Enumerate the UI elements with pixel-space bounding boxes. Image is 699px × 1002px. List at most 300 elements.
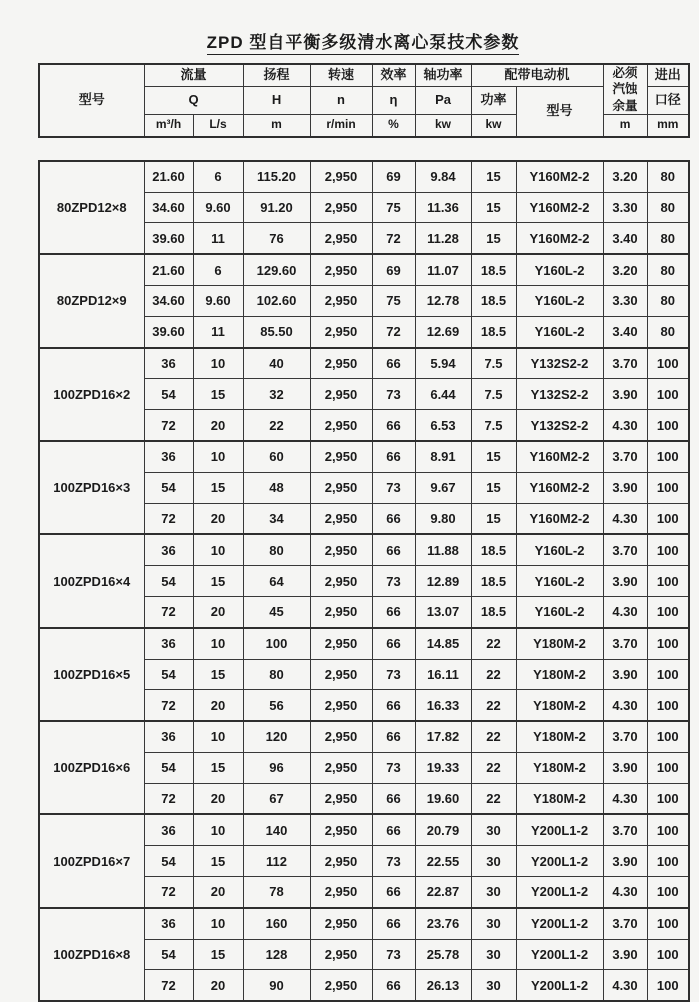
cell-port-dia-mm: 100 (647, 441, 689, 472)
cell-flow-m3h: 54 (144, 752, 193, 783)
cell-motor-model: Y180M-2 (516, 752, 603, 783)
cell-motor-model: Y200L1-2 (516, 814, 603, 845)
cell-speed-rpm: 2,950 (310, 877, 372, 908)
cell-motor-model: Y160L-2 (516, 316, 603, 347)
cell-flow-ls: 11 (193, 316, 243, 347)
spec-table-body (38, 160, 690, 1002)
pump-group (39, 534, 689, 627)
cell-port-dia-mm: 80 (647, 316, 689, 347)
cell-motor-model: Y160L-2 (516, 285, 603, 316)
header-speed-symbol: n (310, 87, 372, 115)
cell-flow-ls: 20 (193, 970, 243, 1001)
cell-motor-power-kw: 15 (471, 161, 516, 192)
header-unit-percent: % (372, 114, 415, 137)
cell-flow-m3h: 54 (144, 472, 193, 503)
header-ports-line2: 口径 (647, 87, 689, 115)
cell-npsh-m: 4.30 (603, 877, 647, 908)
cell-npsh-m: 3.40 (603, 223, 647, 254)
cell-npsh-m: 3.70 (603, 908, 647, 939)
cell-efficiency-pct: 72 (372, 223, 415, 254)
cell-flow-ls: 9.60 (193, 192, 243, 223)
cell-flow-m3h: 36 (144, 441, 193, 472)
cell-motor-power-kw: 30 (471, 877, 516, 908)
header-motor: 配带电动机 (471, 64, 603, 87)
cell-npsh-m: 4.30 (603, 783, 647, 814)
cell-flow-m3h: 72 (144, 877, 193, 908)
cell-head-m: 96 (243, 752, 310, 783)
cell-head-m: 22 (243, 410, 310, 441)
cell-npsh-m: 3.70 (603, 721, 647, 752)
cell-flow-m3h: 36 (144, 814, 193, 845)
cell-speed-rpm: 2,950 (310, 503, 372, 534)
pump-model: 100ZPD16×4 (39, 534, 144, 627)
cell-npsh-m: 3.70 (603, 534, 647, 565)
cell-npsh-m: 3.90 (603, 846, 647, 877)
cell-speed-rpm: 2,950 (310, 254, 372, 285)
cell-motor-model: Y160L-2 (516, 254, 603, 285)
header-ports-line1: 进出 (647, 64, 689, 87)
cell-port-dia-mm: 100 (647, 783, 689, 814)
cell-flow-m3h: 54 (144, 939, 193, 970)
cell-flow-m3h: 36 (144, 908, 193, 939)
cell-speed-rpm: 2,950 (310, 223, 372, 254)
cell-speed-rpm: 2,950 (310, 846, 372, 877)
cell-head-m: 85.50 (243, 316, 310, 347)
header-flow-symbol: Q (144, 87, 243, 115)
cell-port-dia-mm: 100 (647, 721, 689, 752)
cell-head-m: 32 (243, 379, 310, 410)
cell-motor-model: Y132S2-2 (516, 348, 603, 379)
table-row (39, 161, 689, 192)
cell-port-dia-mm: 100 (647, 970, 689, 1001)
cell-npsh-m: 3.90 (603, 566, 647, 597)
cell-head-m: 91.20 (243, 192, 310, 223)
cell-shaft-power-kw: 25.78 (415, 939, 471, 970)
cell-flow-ls: 15 (193, 472, 243, 503)
cell-flow-ls: 15 (193, 566, 243, 597)
cell-efficiency-pct: 75 (372, 192, 415, 223)
cell-head-m: 80 (243, 534, 310, 565)
cell-efficiency-pct: 73 (372, 472, 415, 503)
cell-motor-power-kw: 15 (471, 223, 516, 254)
header-head: 扬程 (243, 64, 310, 87)
pump-group (39, 628, 689, 721)
cell-port-dia-mm: 100 (647, 472, 689, 503)
cell-port-dia-mm: 100 (647, 596, 689, 627)
cell-flow-ls: 9.60 (193, 285, 243, 316)
header-unit-m: m (243, 114, 310, 137)
cell-npsh-m: 3.70 (603, 441, 647, 472)
cell-flow-ls: 10 (193, 534, 243, 565)
cell-flow-ls: 15 (193, 659, 243, 690)
cell-efficiency-pct: 66 (372, 503, 415, 534)
cell-port-dia-mm: 100 (647, 628, 689, 659)
cell-flow-m3h: 72 (144, 503, 193, 534)
pump-model: 80ZPD12×8 (39, 161, 144, 254)
cell-flow-m3h: 72 (144, 970, 193, 1001)
cell-head-m: 112 (243, 846, 310, 877)
cell-efficiency-pct: 66 (372, 348, 415, 379)
cell-motor-model: Y180M-2 (516, 659, 603, 690)
cell-shaft-power-kw: 11.07 (415, 254, 471, 285)
header-row-1 (39, 64, 689, 87)
cell-flow-m3h: 21.60 (144, 254, 193, 285)
cell-port-dia-mm: 100 (647, 814, 689, 845)
cell-flow-ls: 11 (193, 223, 243, 254)
pump-model: 100ZPD16×3 (39, 441, 144, 534)
cell-motor-model: Y160L-2 (516, 566, 603, 597)
cell-speed-rpm: 2,950 (310, 534, 372, 565)
cell-motor-model: Y160M2-2 (516, 503, 603, 534)
cell-shaft-power-kw: 19.60 (415, 783, 471, 814)
cell-motor-power-kw: 18.5 (471, 596, 516, 627)
header-unit-ls: L/s (193, 114, 243, 137)
cell-flow-ls: 20 (193, 783, 243, 814)
cell-npsh-m: 3.20 (603, 161, 647, 192)
cell-flow-ls: 20 (193, 596, 243, 627)
cell-npsh-m: 3.70 (603, 628, 647, 659)
cell-head-m: 120 (243, 721, 310, 752)
cell-flow-m3h: 72 (144, 410, 193, 441)
cell-npsh-m: 4.30 (603, 970, 647, 1001)
cell-port-dia-mm: 100 (647, 566, 689, 597)
cell-shaft-power-kw: 8.91 (415, 441, 471, 472)
cell-shaft-power-kw: 13.07 (415, 596, 471, 627)
cell-efficiency-pct: 73 (372, 846, 415, 877)
cell-shaft-power-kw: 16.11 (415, 659, 471, 690)
cell-speed-rpm: 2,950 (310, 752, 372, 783)
header-motor-model: 型号 (516, 87, 603, 137)
cell-shaft-power-kw: 12.89 (415, 566, 471, 597)
cell-speed-rpm: 2,950 (310, 410, 372, 441)
cell-shaft-power-kw: 22.87 (415, 877, 471, 908)
cell-head-m: 48 (243, 472, 310, 503)
cell-flow-m3h: 21.60 (144, 161, 193, 192)
cell-port-dia-mm: 100 (647, 503, 689, 534)
cell-motor-model: Y200L1-2 (516, 970, 603, 1001)
header-model: 型号 (39, 64, 144, 137)
cell-flow-ls: 15 (193, 939, 243, 970)
header-unit-port-mm: mm (647, 114, 689, 137)
header-unit-m3h: m³/h (144, 114, 193, 137)
cell-motor-power-kw: 7.5 (471, 348, 516, 379)
cell-efficiency-pct: 66 (372, 814, 415, 845)
cell-head-m: 34 (243, 503, 310, 534)
pump-group (39, 721, 689, 814)
cell-motor-power-kw: 30 (471, 814, 516, 845)
cell-shaft-power-kw: 11.88 (415, 534, 471, 565)
cell-motor-power-kw: 22 (471, 721, 516, 752)
cell-motor-power-kw: 22 (471, 659, 516, 690)
cell-head-m: 67 (243, 783, 310, 814)
cell-motor-power-kw: 7.5 (471, 379, 516, 410)
cell-speed-rpm: 2,950 (310, 659, 372, 690)
header-unit-rpm: r/min (310, 114, 372, 137)
cell-motor-power-kw: 22 (471, 752, 516, 783)
cell-head-m: 129.60 (243, 254, 310, 285)
cell-shaft-power-kw: 11.28 (415, 223, 471, 254)
cell-motor-power-kw: 15 (471, 503, 516, 534)
cell-flow-ls: 15 (193, 846, 243, 877)
cell-port-dia-mm: 80 (647, 161, 689, 192)
table-row (39, 908, 689, 939)
pump-model: 100ZPD16×7 (39, 814, 144, 907)
header-shaft-power-symbol: Pa (415, 87, 471, 115)
cell-head-m: 160 (243, 908, 310, 939)
cell-port-dia-mm: 100 (647, 534, 689, 565)
cell-speed-rpm: 2,950 (310, 441, 372, 472)
cell-efficiency-pct: 72 (372, 316, 415, 347)
cell-efficiency-pct: 66 (372, 441, 415, 472)
cell-head-m: 128 (243, 939, 310, 970)
cell-flow-ls: 10 (193, 721, 243, 752)
cell-speed-rpm: 2,950 (310, 970, 372, 1001)
page-title: ZPD 型自平衡多级清水离心泵技术参数 (207, 28, 520, 55)
cell-flow-m3h: 72 (144, 596, 193, 627)
cell-npsh-m: 3.20 (603, 254, 647, 285)
cell-speed-rpm: 2,950 (310, 939, 372, 970)
cell-motor-power-kw: 18.5 (471, 285, 516, 316)
cell-efficiency-pct: 66 (372, 596, 415, 627)
table-row (39, 348, 689, 379)
cell-speed-rpm: 2,950 (310, 316, 372, 347)
cell-npsh-m: 3.90 (603, 659, 647, 690)
cell-flow-m3h: 54 (144, 379, 193, 410)
cell-motor-power-kw: 18.5 (471, 534, 516, 565)
cell-npsh-m: 3.30 (603, 192, 647, 223)
pump-group (39, 348, 689, 441)
cell-shaft-power-kw: 6.44 (415, 379, 471, 410)
cell-motor-model: Y180M-2 (516, 690, 603, 721)
cell-head-m: 78 (243, 877, 310, 908)
cell-npsh-m: 3.90 (603, 472, 647, 503)
pump-model: 100ZPD16×5 (39, 628, 144, 721)
cell-head-m: 56 (243, 690, 310, 721)
cell-shaft-power-kw: 16.33 (415, 690, 471, 721)
cell-speed-rpm: 2,950 (310, 690, 372, 721)
cell-efficiency-pct: 66 (372, 628, 415, 659)
pump-group (39, 161, 689, 254)
cell-port-dia-mm: 100 (647, 379, 689, 410)
pump-group (39, 254, 689, 347)
cell-flow-m3h: 36 (144, 348, 193, 379)
cell-npsh-m: 3.40 (603, 316, 647, 347)
pump-group (39, 441, 689, 534)
cell-motor-power-kw: 18.5 (471, 254, 516, 285)
header-npsh: 必须汽蚀余量 (603, 64, 647, 114)
cell-port-dia-mm: 80 (647, 254, 689, 285)
cell-port-dia-mm: 100 (647, 690, 689, 721)
cell-npsh-m: 3.30 (603, 285, 647, 316)
cell-shaft-power-kw: 14.85 (415, 628, 471, 659)
cell-motor-power-kw: 30 (471, 846, 516, 877)
cell-npsh-m: 3.90 (603, 379, 647, 410)
cell-motor-model: Y160M2-2 (516, 441, 603, 472)
cell-motor-model: Y160M2-2 (516, 472, 603, 503)
cell-motor-power-kw: 15 (471, 441, 516, 472)
cell-motor-model: Y200L1-2 (516, 846, 603, 877)
cell-port-dia-mm: 100 (647, 410, 689, 441)
cell-head-m: 90 (243, 970, 310, 1001)
cell-efficiency-pct: 66 (372, 908, 415, 939)
cell-flow-ls: 10 (193, 441, 243, 472)
cell-head-m: 115.20 (243, 161, 310, 192)
cell-npsh-m: 3.90 (603, 939, 647, 970)
cell-efficiency-pct: 73 (372, 379, 415, 410)
header-unit-motor-kw: kw (471, 114, 516, 137)
cell-shaft-power-kw: 9.80 (415, 503, 471, 534)
cell-efficiency-pct: 73 (372, 566, 415, 597)
cell-flow-m3h: 54 (144, 659, 193, 690)
cell-speed-rpm: 2,950 (310, 814, 372, 845)
cell-motor-model: Y132S2-2 (516, 410, 603, 441)
cell-flow-m3h: 39.60 (144, 316, 193, 347)
cell-efficiency-pct: 69 (372, 161, 415, 192)
header-speed: 转速 (310, 64, 372, 87)
cell-head-m: 100 (243, 628, 310, 659)
cell-motor-model: Y180M-2 (516, 628, 603, 659)
cell-head-m: 102.60 (243, 285, 310, 316)
pump-model: 80ZPD12×9 (39, 254, 144, 347)
cell-port-dia-mm: 80 (647, 192, 689, 223)
cell-port-dia-mm: 100 (647, 877, 689, 908)
cell-shaft-power-kw: 6.53 (415, 410, 471, 441)
cell-npsh-m: 4.30 (603, 690, 647, 721)
cell-motor-model: Y200L1-2 (516, 908, 603, 939)
cell-shaft-power-kw: 5.94 (415, 348, 471, 379)
cell-shaft-power-kw: 12.78 (415, 285, 471, 316)
cell-port-dia-mm: 100 (647, 846, 689, 877)
spec-table-header (38, 63, 690, 138)
cell-npsh-m: 4.30 (603, 410, 647, 441)
cell-motor-model: Y160M2-2 (516, 223, 603, 254)
cell-motor-model: Y180M-2 (516, 783, 603, 814)
cell-speed-rpm: 2,950 (310, 783, 372, 814)
cell-flow-m3h: 54 (144, 846, 193, 877)
cell-speed-rpm: 2,950 (310, 908, 372, 939)
cell-npsh-m: 3.70 (603, 348, 647, 379)
cell-motor-model: Y200L1-2 (516, 939, 603, 970)
cell-shaft-power-kw: 9.84 (415, 161, 471, 192)
cell-head-m: 64 (243, 566, 310, 597)
cell-speed-rpm: 2,950 (310, 192, 372, 223)
cell-speed-rpm: 2,950 (310, 348, 372, 379)
cell-flow-m3h: 34.60 (144, 192, 193, 223)
cell-shaft-power-kw: 17.82 (415, 721, 471, 752)
cell-efficiency-pct: 73 (372, 659, 415, 690)
cell-motor-power-kw: 18.5 (471, 316, 516, 347)
cell-flow-ls: 20 (193, 410, 243, 441)
cell-flow-m3h: 39.60 (144, 223, 193, 254)
header-motor-power: 功率 (471, 87, 516, 115)
cell-efficiency-pct: 73 (372, 752, 415, 783)
cell-efficiency-pct: 66 (372, 783, 415, 814)
pump-model: 100ZPD16×8 (39, 908, 144, 1001)
cell-efficiency-pct: 66 (372, 877, 415, 908)
cell-efficiency-pct: 69 (372, 254, 415, 285)
cell-head-m: 60 (243, 441, 310, 472)
pump-model: 100ZPD16×2 (39, 348, 144, 441)
cell-flow-ls: 10 (193, 628, 243, 659)
cell-flow-ls: 15 (193, 752, 243, 783)
cell-speed-rpm: 2,950 (310, 379, 372, 410)
cell-speed-rpm: 2,950 (310, 161, 372, 192)
cell-shaft-power-kw: 20.79 (415, 814, 471, 845)
cell-flow-ls: 10 (193, 814, 243, 845)
cell-motor-model: Y160M2-2 (516, 161, 603, 192)
cell-head-m: 140 (243, 814, 310, 845)
cell-flow-ls: 20 (193, 503, 243, 534)
cell-flow-ls: 6 (193, 254, 243, 285)
cell-motor-model: Y160M2-2 (516, 192, 603, 223)
header-flow: 流量 (144, 64, 243, 87)
cell-motor-power-kw: 30 (471, 970, 516, 1001)
cell-shaft-power-kw: 22.55 (415, 846, 471, 877)
cell-shaft-power-kw: 11.36 (415, 192, 471, 223)
cell-flow-ls: 10 (193, 908, 243, 939)
cell-port-dia-mm: 80 (647, 285, 689, 316)
cell-flow-m3h: 72 (144, 783, 193, 814)
cell-npsh-m: 4.30 (603, 503, 647, 534)
title-row (38, 0, 688, 57)
cell-port-dia-mm: 80 (647, 223, 689, 254)
cell-flow-ls: 6 (193, 161, 243, 192)
pump-model: 100ZPD16×6 (39, 721, 144, 814)
cell-shaft-power-kw: 23.76 (415, 908, 471, 939)
cell-efficiency-pct: 66 (372, 410, 415, 441)
header-head-symbol: H (243, 87, 310, 115)
header-efficiency-symbol: η (372, 87, 415, 115)
pump-group (39, 908, 689, 1001)
header-shaft-power: 轴功率 (415, 64, 471, 87)
cell-flow-m3h: 34.60 (144, 285, 193, 316)
cell-motor-model: Y180M-2 (516, 721, 603, 752)
cell-speed-rpm: 2,950 (310, 721, 372, 752)
cell-efficiency-pct: 66 (372, 970, 415, 1001)
cell-flow-m3h: 36 (144, 628, 193, 659)
cell-port-dia-mm: 100 (647, 348, 689, 379)
table-row (39, 441, 689, 472)
cell-motor-power-kw: 22 (471, 690, 516, 721)
cell-motor-model: Y132S2-2 (516, 379, 603, 410)
cell-npsh-m: 3.90 (603, 752, 647, 783)
cell-efficiency-pct: 66 (372, 721, 415, 752)
table-row (39, 534, 689, 565)
cell-motor-power-kw: 30 (471, 908, 516, 939)
cell-head-m: 76 (243, 223, 310, 254)
header-unit-npsh-m: m (603, 114, 647, 137)
table-row (39, 721, 689, 752)
cell-efficiency-pct: 66 (372, 690, 415, 721)
cell-flow-ls: 10 (193, 348, 243, 379)
cell-port-dia-mm: 100 (647, 659, 689, 690)
cell-speed-rpm: 2,950 (310, 285, 372, 316)
cell-npsh-m: 3.70 (603, 814, 647, 845)
cell-speed-rpm: 2,950 (310, 472, 372, 503)
cell-motor-power-kw: 30 (471, 939, 516, 970)
cell-flow-m3h: 36 (144, 721, 193, 752)
cell-shaft-power-kw: 26.13 (415, 970, 471, 1001)
header-unit-shaft-kw: kw (415, 114, 471, 137)
cell-port-dia-mm: 100 (647, 908, 689, 939)
cell-flow-m3h: 36 (144, 534, 193, 565)
cell-motor-model: Y160L-2 (516, 534, 603, 565)
cell-shaft-power-kw: 9.67 (415, 472, 471, 503)
cell-motor-power-kw: 15 (471, 192, 516, 223)
cell-motor-power-kw: 15 (471, 472, 516, 503)
cell-flow-ls: 15 (193, 379, 243, 410)
cell-shaft-power-kw: 12.69 (415, 316, 471, 347)
